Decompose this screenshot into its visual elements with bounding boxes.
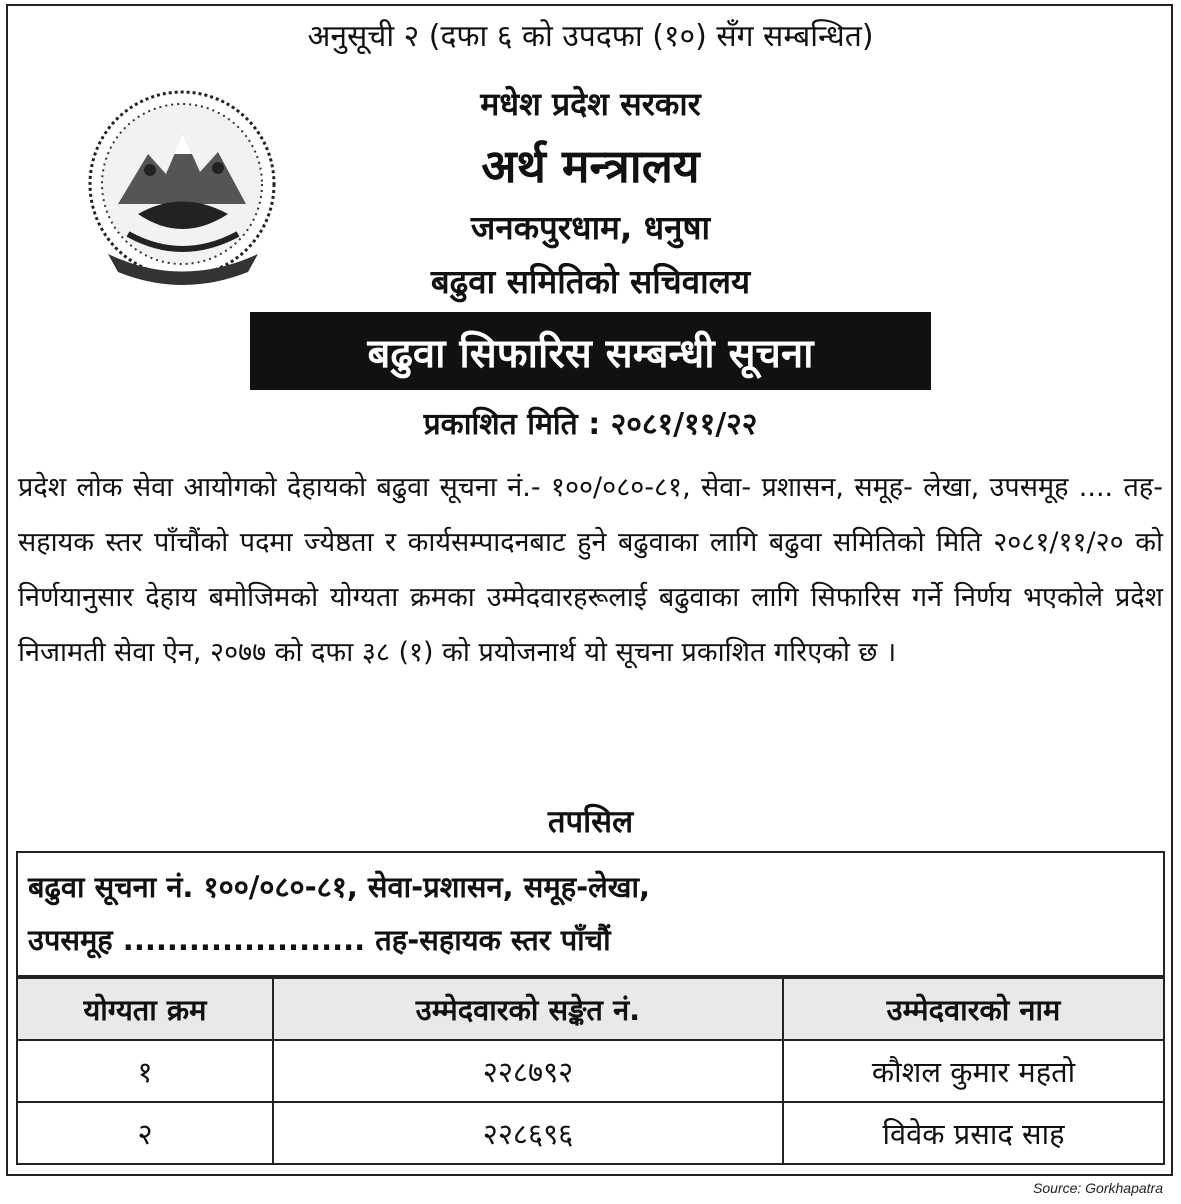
cell-name: विवेक प्रसाद साह [783, 1102, 1163, 1163]
candidate-table [18, 977, 1163, 1163]
table-row [18, 1102, 1163, 1163]
notice-title-banner [250, 312, 931, 390]
column-header-rank: योग्यता क्रम [18, 978, 273, 1040]
table-row [18, 1040, 1163, 1102]
cell-rank: १ [18, 1040, 273, 1102]
table-heading-line2: उपसमूह ...................... तह-सहायक स्तर पाँचौं [28, 923, 611, 957]
ministry-name: अर्थ मन्त्रालय [481, 139, 700, 193]
details-heading: तपसिल [547, 804, 634, 840]
table-heading [18, 853, 1163, 977]
notice-title: बढुवा सिफारिस सम्बन्धी सूचना [367, 330, 814, 377]
published-date: प्रकाशित मिति : २०८१/११/२२ [423, 407, 758, 442]
source-credit: Source: Gorkhapatra [1033, 1180, 1163, 1196]
notice-paragraph: प्रदेश लोक सेवा आयोगको देहायको बढुवा सूचना नं.- १००/०८०-८१, सेवा- प्रशासन, समूह- लेखा, उपसमूह .... तह- सहायक स्तर पाँचौंको पदमा ज्येष्ठता र कार्यसम्पादनबाट हुने बढुवाका लागि बढुवा समितिको मिति २०८१/११/२० को निर्णयानुसार देहाय बमोजिमको योग्यता क्रमका उम्मेदवारहरूलाई बढुवाका लागि सिफारिस गर्ने निर्णय भएकोले प्रदेश निजामती सेवा ऐन, २०७७ को दफा ३८ (१) को प्रयोजनार्थ यो सूचना प्रकाशित गरिएको छ । [18, 472, 1163, 668]
table-heading-line1: बढुवा सूचना नं. १००/०८०-८१, सेवा-प्रशासन, समूह-लेखा, [28, 870, 651, 904]
candidate-table-box [16, 851, 1165, 1165]
cell-name: कौशल कुमार महतो [783, 1040, 1163, 1102]
cell-rank: २ [18, 1102, 273, 1163]
column-header-name: उम्मेदवारको नाम [783, 978, 1163, 1040]
table-header-row [18, 978, 1163, 1040]
cell-code: २२८६९६ [273, 1102, 783, 1163]
schedule-reference: अनुसूची २ (दफा ६ को उपदफा (१०) सँग सम्बन्धित) [307, 19, 874, 54]
cell-code: २२८७९२ [273, 1040, 783, 1102]
column-header-code: उम्मेदवारको सङ्केत नं. [273, 978, 783, 1040]
secretariat-name: बढुवा समितिको सचिवालय [430, 262, 751, 301]
government-name: मधेश प्रदेश सरकार [480, 85, 701, 123]
office-location: जनकपुरधाम, धनुषा [470, 208, 711, 247]
